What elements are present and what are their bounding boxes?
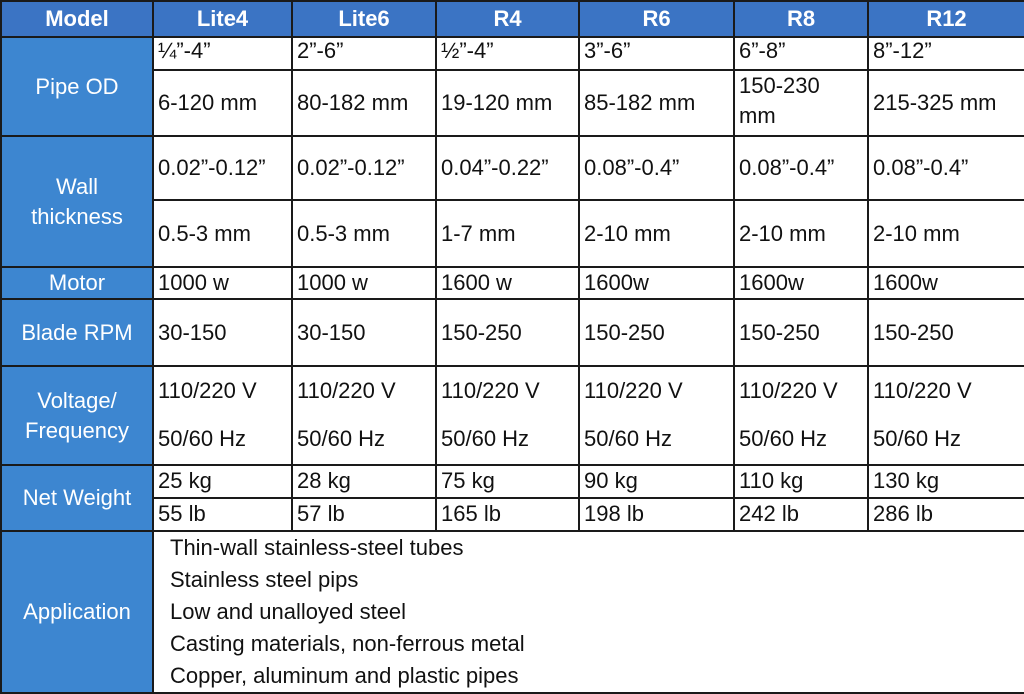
table-cell: 110 kg [734, 465, 868, 498]
net-weight-label: Net Weight [1, 465, 153, 531]
pipe-od-inch-row [1, 37, 1024, 70]
table-cell: 1000 w [153, 267, 292, 299]
table-cell: 57 lb [292, 498, 436, 531]
frequency-value: 50/60 Hz [441, 426, 530, 452]
table-cell: 130 kg [868, 465, 1024, 498]
voltage-value: 110/220 V [297, 378, 396, 404]
table-cell: 85-182 mm [579, 70, 734, 136]
header-model-lite6: Lite6 [292, 1, 436, 37]
wall-thickness-label-line1: Wall [56, 173, 98, 199]
motor-row [1, 267, 1024, 299]
table-cell: 30-150 [153, 299, 292, 366]
pipe-od-mm-row [1, 70, 1024, 136]
motor-label: Motor [1, 267, 153, 299]
table-cell: 1600 w [436, 267, 579, 299]
frequency-value: 50/60 Hz [297, 426, 386, 452]
voltage-label-line1: Voltage/ [37, 387, 117, 413]
table-cell: 0.08”-0.4” [579, 136, 734, 200]
table-cell: 198 lb [579, 498, 734, 531]
table-cell: 2-10 mm [734, 200, 868, 267]
wall-inch-row [1, 136, 1024, 200]
table-cell: 30-150 [292, 299, 436, 366]
frequency-value: 50/60 Hz [584, 426, 673, 452]
list-item: Stainless steel pips [170, 566, 359, 592]
table-cell: 0.08”-0.4” [734, 136, 868, 200]
table-cell: 3”-6” [579, 37, 734, 70]
table-cell: 165 lb [436, 498, 579, 531]
voltage-frequency-label [1, 366, 153, 464]
weight-kg-row [1, 465, 1024, 498]
voltage-value: 110/220 V [158, 378, 257, 404]
table-cell: 215-325 mm [868, 70, 1024, 136]
header-model-r12: R12 [868, 1, 1024, 37]
header-row [1, 1, 1024, 37]
frequency-value: 50/60 Hz [158, 426, 247, 452]
table-cell: 150-250 [436, 299, 579, 366]
table-cell: 1-7 mm [436, 200, 579, 267]
table-cell [868, 366, 1024, 464]
table-cell: 6-120 mm [153, 70, 292, 136]
table-cell [292, 366, 436, 464]
table-cell: 1600w [579, 267, 734, 299]
header-model: Model [1, 1, 153, 37]
wall-thickness-label-line2: thickness [31, 203, 123, 229]
application-row [1, 531, 1024, 693]
table-cell: 242 lb [734, 498, 868, 531]
table-cell: 90 kg [579, 465, 734, 498]
blade-rpm-row [1, 299, 1024, 366]
table-cell: 6”-8” [734, 37, 868, 70]
table-cell: 28 kg [292, 465, 436, 498]
table-cell: 2-10 mm [579, 200, 734, 267]
table-cell: ¼”-4” [153, 37, 292, 70]
table-cell: 2”-6” [292, 37, 436, 70]
application-list [153, 531, 1024, 693]
table-cell [579, 366, 734, 464]
voltage-value: 110/220 V [873, 378, 972, 404]
list-item: Casting materials, non-ferrous metal [170, 630, 525, 656]
table-cell: 150-250 [868, 299, 1024, 366]
voltage-value: 110/220 V [441, 378, 540, 404]
table-cell: 0.5-3 mm [153, 200, 292, 267]
application-label: Application [1, 531, 153, 693]
table-cell: 80-182 mm [292, 70, 436, 136]
table-cell: 150-250 [734, 299, 868, 366]
table-cell: 55 lb [153, 498, 292, 531]
list-item: Thin-wall stainless-steel tubes [170, 534, 464, 560]
table-cell [734, 70, 868, 136]
frequency-value: 50/60 Hz [873, 426, 962, 452]
table-cell: ½”-4” [436, 37, 579, 70]
table-cell: 2-10 mm [868, 200, 1024, 267]
pipe-od-mm-r8: 150-230 mm [739, 73, 820, 129]
table-cell [153, 366, 292, 464]
table-cell: 1000 w [292, 267, 436, 299]
frequency-value: 50/60 Hz [739, 426, 828, 452]
wall-thickness-label [1, 136, 153, 267]
header-model-r6: R6 [579, 1, 734, 37]
table-cell: 19-120 mm [436, 70, 579, 136]
list-item: Copper, aluminum and plastic pipes [170, 662, 519, 688]
header-model-r8: R8 [734, 1, 868, 37]
voltage-value: 110/220 V [739, 378, 838, 404]
pipe-od-label: Pipe OD [1, 37, 153, 136]
voltage-label-line2: Frequency [25, 417, 129, 443]
wall-mm-row [1, 200, 1024, 267]
header-model-r4: R4 [436, 1, 579, 37]
table-cell: 75 kg [436, 465, 579, 498]
table-cell: 1600w [734, 267, 868, 299]
table-cell [734, 366, 868, 464]
table-cell: 0.02”-0.12” [153, 136, 292, 200]
weight-lb-row [1, 498, 1024, 531]
blade-rpm-label: Blade RPM [1, 299, 153, 366]
header-model-lite4: Lite4 [153, 1, 292, 37]
list-item: Low and unalloyed steel [170, 598, 407, 624]
voltage-value: 110/220 V [584, 378, 683, 404]
table-cell: 286 lb [868, 498, 1024, 531]
table-cell [436, 366, 579, 464]
table-cell: 1600w [868, 267, 1024, 299]
table-cell: 8”-12” [868, 37, 1024, 70]
table-cell: 0.04”-0.22” [436, 136, 579, 200]
table-cell: 0.08”-0.4” [868, 136, 1024, 200]
table-cell: 150-250 [579, 299, 734, 366]
voltage-row [1, 366, 1024, 464]
table-cell: 0.5-3 mm [292, 200, 436, 267]
table-cell: 0.02”-0.12” [292, 136, 436, 200]
table-cell: 25 kg [153, 465, 292, 498]
